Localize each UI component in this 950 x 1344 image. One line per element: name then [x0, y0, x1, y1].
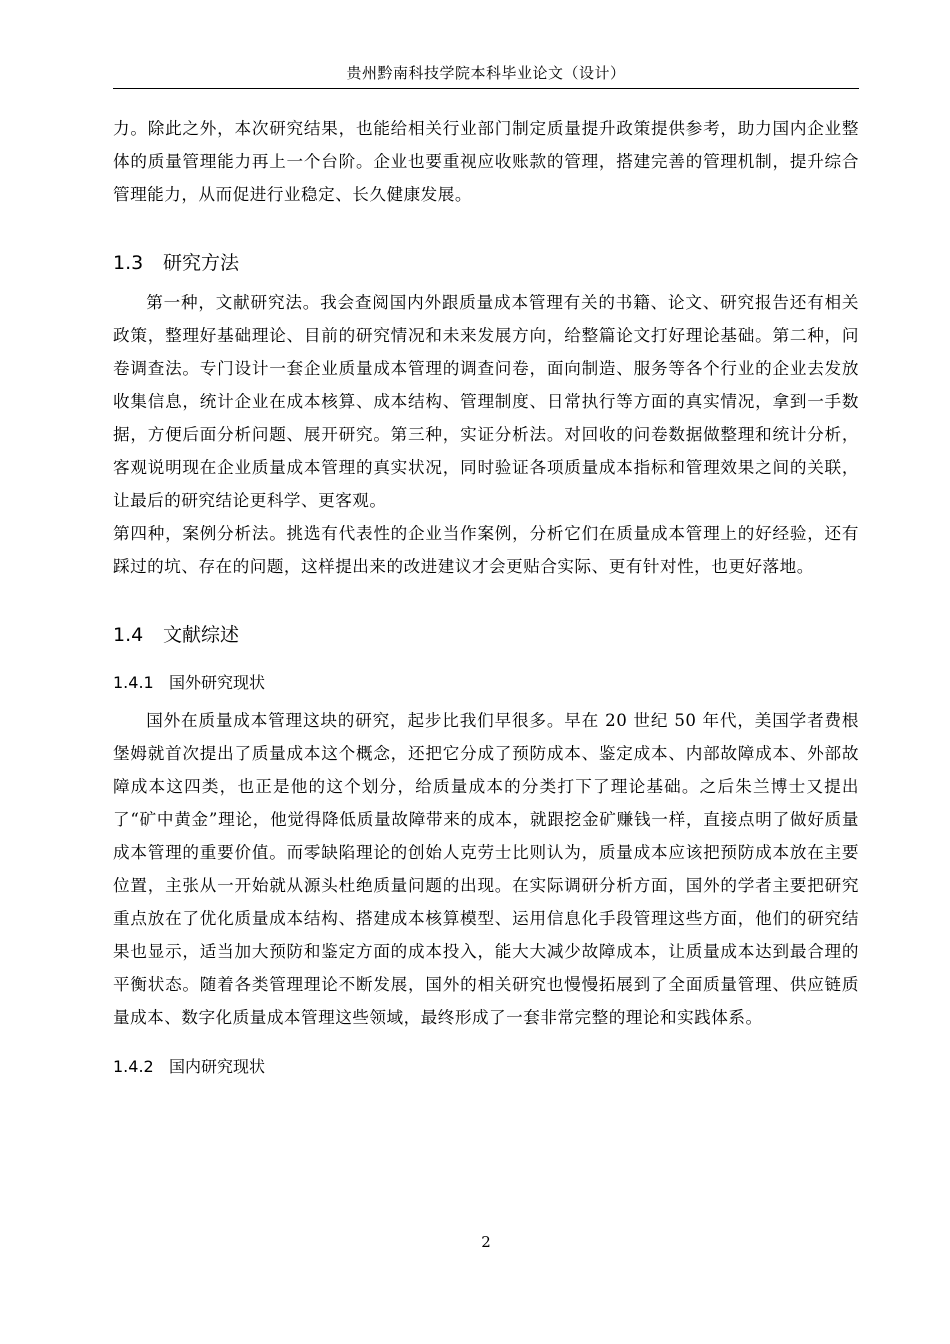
section-title: 研究方法 [163, 252, 240, 274]
subsection-number: 1.4.2 [113, 1057, 154, 1076]
section-title: 文献综述 [163, 624, 240, 646]
case-analysis-paragraph: 第四种，案例分析法。挑选有代表性的企业当作案例，分析它们在质量成本管理上的好经验，还有踩过的坑、存在的问题，这样提出来的改进建议才会更贴合实际、更有针对性，也更好落地。 [113, 524, 859, 576]
subsection-title: 国外研究现状 [169, 673, 266, 692]
section-heading-1-3 [113, 248, 859, 278]
document-body [113, 112, 859, 1080]
subsection-number: 1.4.1 [113, 673, 154, 692]
header-divider [113, 88, 859, 89]
section-heading-1-4 [113, 620, 859, 650]
page-header: 贵州黔南科技学院本科毕业论文（设计） [346, 64, 626, 82]
foreign-research-paragraph: 国外在质量成本管理这块的研究，起步比我们早很多。早在 20 世纪 50 年代，美国学者费根堡姆就首次提出了质量成本这个概念，还把它分成了预防成本、鉴定成本、内部故障成本、外部故障成本这四类，也正是他的这个划分，给质量成本的分类打下了理论基础。之后朱兰博士又提出了“矿中黄金”理论，他觉得降低质量故障带来的成本，就跟挖金矿赚钱一样，直接点明了做好质量成本管理的重要价值。而零缺陷理论的创始人克劳士比则认为，质量成本应该把预防成本放在主要位置，主张从一开始就从源头杜绝质量问题的出现。在实际调研分析方面，国外的学者主要把研究重点放在了优化质量成本结构、搭建成本核算模型、运用信息化手段管理这些方面，他们的研究结果也显示，适当加大预防和鉴定方面的成本投入，能大大减少故障成本，让质量成本达到最合理的平衡状态。随着各类管理理论不断发展，国外的相关研究也慢慢拓展到了全面质量管理、供应链质量成本、数字化质量成本管理这些领域，最终形成了一套非常完整的理论和实践体系。 [113, 711, 859, 1027]
research-methods-paragraph: 第一种，文献研究法。我会查阅国内外跟质量成本管理有关的书籍、论文、研究报告还有相关政策，整理好基础理论、目前的研究情况和未来发展方向，给整篇论文打好理论基础。第二种，问卷调查法。专门设计一套企业质量成本管理的调查问卷，面向制造、服务等各个行业的企业去发放收集信息，统计企业在成本核算、成本结构、管理制度、日常执行等方面的真实情况，拿到一手数据，方便后面分析问题、展开研究。第三种，实证分析法。对回收的问卷数据做整理和统计分析，客观说明现在企业质量成本管理的真实状况，同时验证各项质量成本指标和管理效果之间的关联，让最后的研究结论更科学、更客观。 [113, 293, 859, 510]
page-number: 2 [481, 1233, 491, 1251]
intro-paragraph: 力。除此之外，本次研究结果，也能给相关行业部门制定质量提升政策提供参考，助力国内企业整体的质量管理能力再上一个台阶。企业也要重视应收账款的管理，搭建完善的管理机制，提升综合管理能力，从而促进行业稳定、长久健康发展。 [113, 119, 859, 204]
subsection-title: 国内研究现状 [169, 1057, 266, 1076]
section-number: 1.4 [113, 624, 144, 646]
subsection-heading-1-4-2 [113, 1054, 859, 1080]
section-number: 1.3 [113, 252, 144, 274]
subsection-heading-1-4-1 [113, 670, 859, 696]
